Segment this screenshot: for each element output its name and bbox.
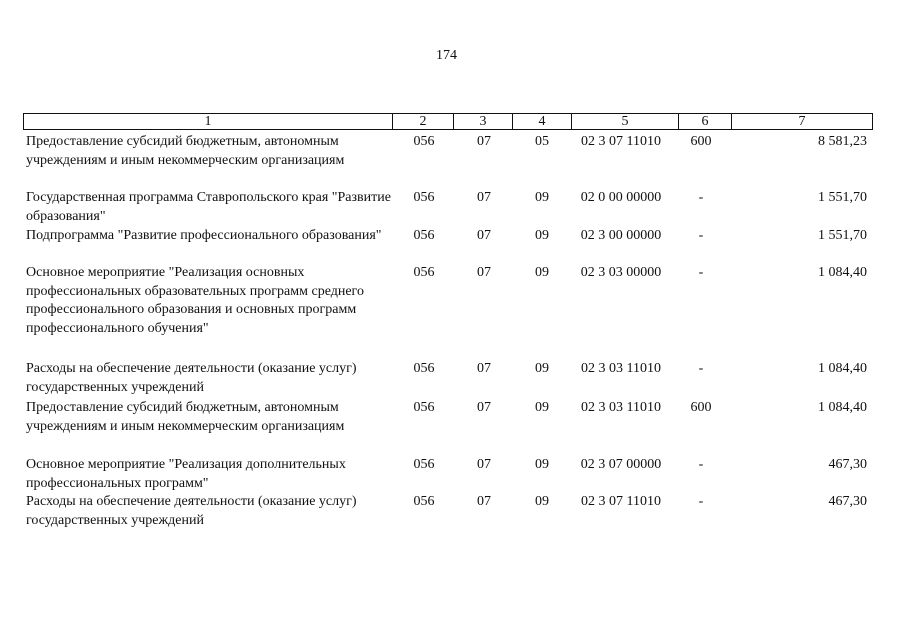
column-header-5: 5 [572,114,679,130]
row-target-code: 02 3 03 11010 [581,400,661,415]
row-subsection-code: 09 [535,457,549,472]
row-target-code: 02 0 00 00000 [580,190,662,205]
row-name: Расходы на обеспечение деятельности (оказание услуг) государственных учреждений [26,361,357,395]
row-ministry-code: 056 [413,400,435,415]
row-subsection-code: 09 [535,228,549,243]
column-header-3: 3 [454,114,513,130]
row-target-code: 02 3 07 11010 [581,494,661,509]
row-expense-type: 600 [690,400,712,415]
row-name: Подпрограмма "Развитие профессионального образования" [26,228,382,243]
row-amount: 467,30 [828,457,867,472]
row-target-code: 02 3 07 00000 [580,457,662,472]
row-ministry-code: 056 [413,361,435,376]
row-ministry-code: 056 [413,457,435,472]
row-subsection-code: 09 [535,361,549,376]
column-header-6: 6 [679,114,732,130]
row-section-code: 07 [477,457,491,472]
row-amount: 8 581,23 [818,134,867,149]
row-subsection-code: 05 [535,134,549,149]
row-ministry-code: 056 [413,265,435,280]
row-expense-type: - [698,228,704,243]
column-header-2: 2 [393,114,454,130]
row-section-code: 07 [477,361,491,376]
row-ministry-code: 056 [413,134,435,149]
row-section-code: 07 [477,190,491,205]
row-subsection-code: 09 [535,494,549,509]
row-name: Предоставление субсидий бюджетным, автономным учреждениям и иным некоммерческим организациям [26,400,345,434]
row-amount: 1 084,40 [818,265,867,280]
row-name: Основное мероприятие "Реализация дополнительных профессиональных программ" [26,457,346,491]
row-amount: 467,30 [828,494,867,509]
row-subsection-code: 09 [535,190,549,205]
row-ministry-code: 056 [413,228,435,243]
row-target-code: 02 3 00 00000 [580,228,662,243]
row-amount: 1 551,70 [818,228,867,243]
row-expense-type: - [698,265,704,280]
row-ministry-code: 056 [413,190,435,205]
row-target-code: 02 3 03 00000 [580,265,662,280]
column-header-7: 7 [732,114,873,130]
row-name: Расходы на обеспечение деятельности (оказание услуг) государственных учреждений [26,494,357,528]
row-section-code: 07 [477,228,491,243]
row-section-code: 07 [477,400,491,415]
row-name: Предоставление субсидий бюджетным, автономным учреждениям и иным некоммерческим организациям [26,134,345,168]
row-expense-type: - [698,361,704,376]
row-amount: 1 084,40 [818,361,867,376]
row-name: Основное мероприятие "Реализация основных профессиональных образовательных программ среднего профессионального образования и основных программ профессионального обучения" [26,265,364,336]
row-expense-type: - [698,494,704,509]
row-name: Государственная программа Ставропольского края "Развитие образования" [26,190,391,224]
row-section-code: 07 [477,134,491,149]
row-subsection-code: 09 [535,400,549,415]
row-section-code: 07 [477,494,491,509]
row-amount: 1 551,70 [818,190,867,205]
row-target-code: 02 3 07 11010 [581,134,661,149]
column-header-4: 4 [513,114,572,130]
row-amount: 1 084,40 [818,400,867,415]
row-expense-type: - [698,457,704,472]
page-number: 174 [436,48,457,63]
row-section-code: 07 [477,265,491,280]
row-expense-type: - [698,190,704,205]
column-header-1: 1 [24,114,393,130]
row-subsection-code: 09 [535,265,549,280]
row-expense-type: 600 [690,134,712,149]
row-ministry-code: 056 [413,494,435,509]
row-target-code: 02 3 03 11010 [581,361,661,376]
